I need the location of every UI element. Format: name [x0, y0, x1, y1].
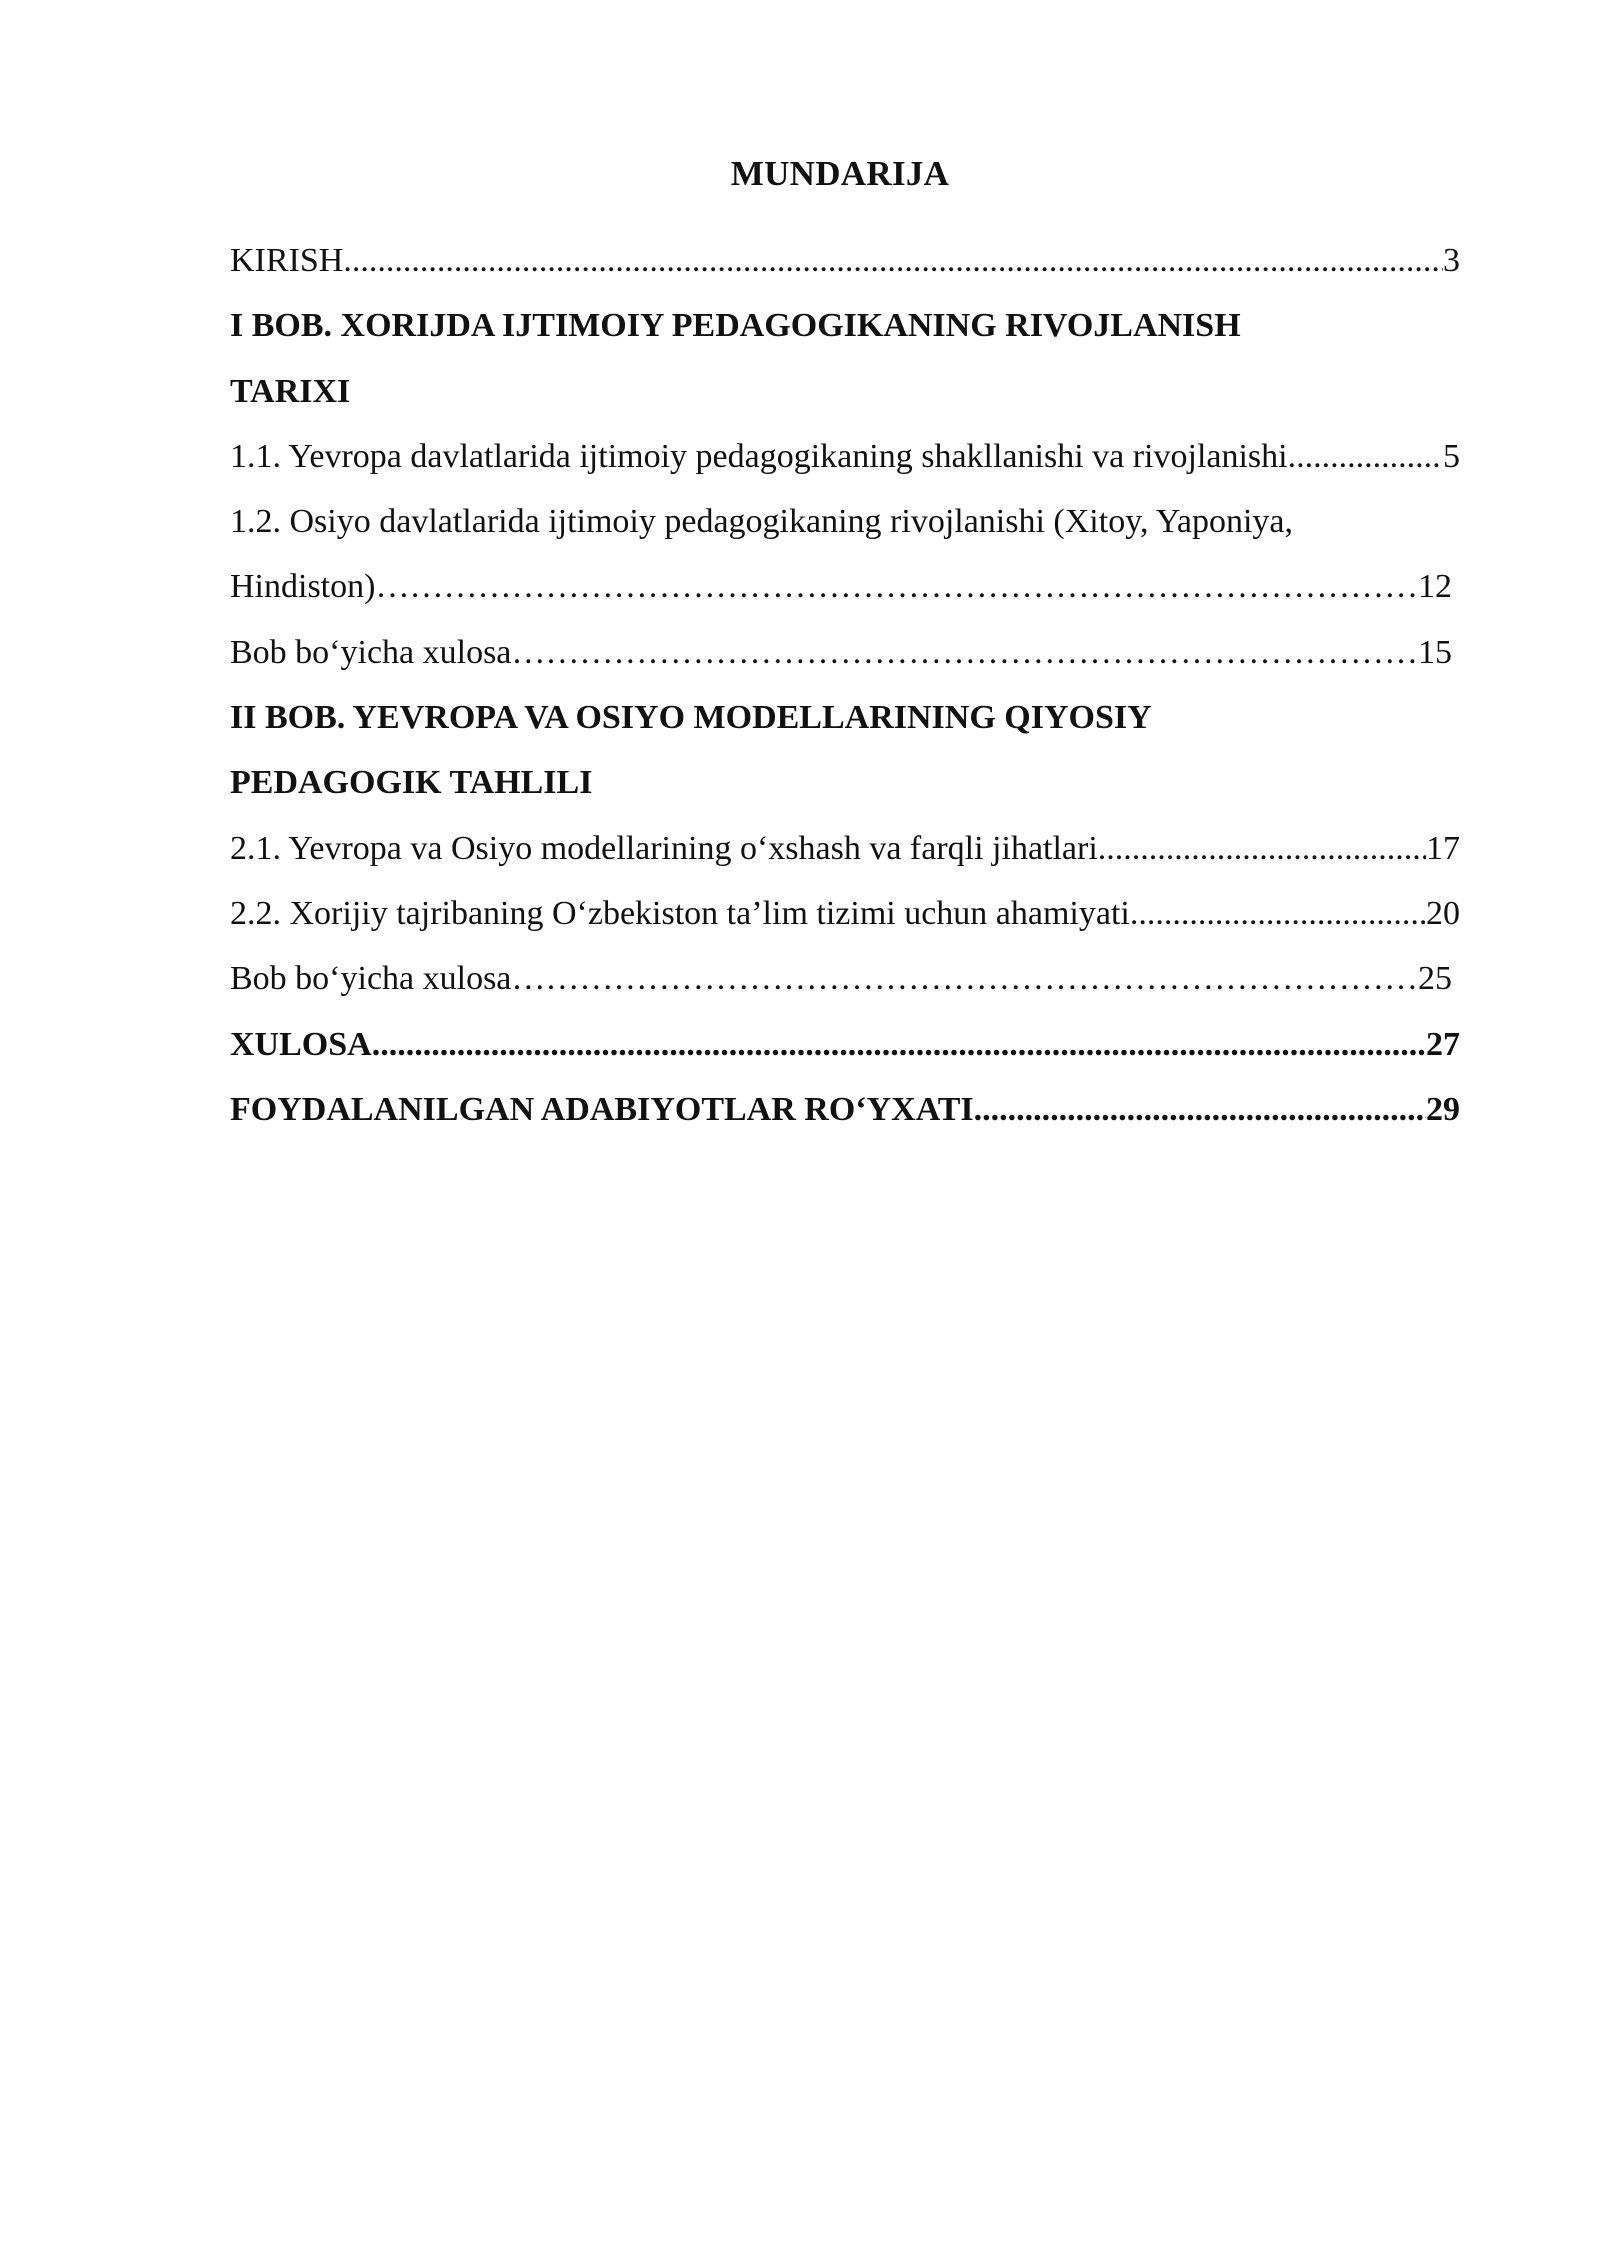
toc-page-number: 3 [1443, 242, 1460, 279]
toc-page-number: 29 [1426, 1090, 1460, 1128]
toc-entry-label: 1.2. Osiyo davlatlarida ijtimoiy pedagogikaning rivojlanishi (Xitoy, Yaponiya, [230, 503, 1293, 541]
toc-entry-label: FOYDALANILGAN ADABIYOTLAR RO‘YXATI [230, 1090, 974, 1128]
toc-chapter-2-heading-cont[interactable] [230, 750, 1460, 815]
toc-entry-label: 2.1. Yevropa va Osiyo modellarining o‘xshash va farqli jihatlari [230, 829, 1098, 867]
toc-title: MUNDARIJA [730, 154, 950, 193]
toc-leader-dots [343, 228, 1443, 293]
toc-leader-dots [372, 1012, 1426, 1077]
toc-entry-chapter-1-conclusion[interactable] [230, 620, 1452, 685]
toc-entry-1-2[interactable] [230, 489, 1460, 554]
toc-entry-bibliography[interactable] [230, 1077, 1460, 1142]
toc-page-number: 15 [1418, 633, 1452, 671]
toc-leader-dots [1130, 881, 1426, 946]
toc-chapter-2-heading[interactable] [230, 685, 1460, 750]
toc-entry-label: KIRISH [230, 242, 344, 279]
toc-leader-dots [511, 620, 1418, 685]
toc-entry-label: Hindiston) [230, 568, 376, 606]
toc-leader-dots [974, 1077, 1426, 1142]
toc-entry-1-1[interactable] [230, 424, 1460, 489]
toc-leader-dots [1098, 816, 1426, 881]
toc-entry-label: II BOB. YEVROPA VA OSIYO MODELLARINING QIYOSIY [230, 699, 1152, 737]
toc-page-number: 20 [1426, 894, 1460, 932]
table-of-contents [230, 228, 1460, 1142]
toc-leader-dots [375, 554, 1418, 619]
toc-page-number: 12 [1418, 568, 1452, 606]
toc-page-number: 27 [1426, 1025, 1460, 1063]
toc-chapter-1-heading-cont[interactable] [230, 359, 1460, 424]
toc-entry-2-1[interactable] [230, 816, 1460, 881]
toc-page-number: 25 [1418, 960, 1452, 998]
toc-leader-dots [511, 946, 1418, 1011]
toc-entry-kirish[interactable] [230, 228, 1460, 293]
toc-leader-dots [1288, 424, 1443, 489]
toc-chapter-1-heading[interactable] [230, 293, 1460, 358]
toc-entry-label: Bob bo‘yicha xulosa [230, 960, 512, 998]
toc-entry-label: I BOB. XORIJDA IJTIMOIY PEDAGOGIKANING RIVOJLANISH [230, 307, 1241, 345]
toc-entry-label: 1.1. Yevropa davlatlarida ijtimoiy pedagogikaning shakllanishi va rivojlanishi [230, 437, 1288, 475]
toc-entry-1-2-cont[interactable] [230, 554, 1452, 619]
toc-entry-label: 2.2. Xorijiy tajribaning O‘zbekiston ta’lim tizimi uchun ahamiyati [230, 894, 1130, 932]
toc-entry-xulosa[interactable] [230, 1012, 1460, 1077]
toc-entry-label: TARIXI [230, 372, 351, 410]
toc-page-number: 5 [1443, 437, 1460, 475]
toc-entry-2-2[interactable] [230, 881, 1460, 946]
toc-entry-chapter-2-conclusion[interactable] [230, 946, 1452, 1011]
toc-entry-label: PEDAGOGIK TAHLILI [230, 764, 593, 802]
toc-page-number: 17 [1426, 829, 1460, 867]
toc-entry-label: XULOSA [230, 1025, 372, 1063]
toc-entry-label: Bob bo‘yicha xulosa [230, 633, 512, 671]
